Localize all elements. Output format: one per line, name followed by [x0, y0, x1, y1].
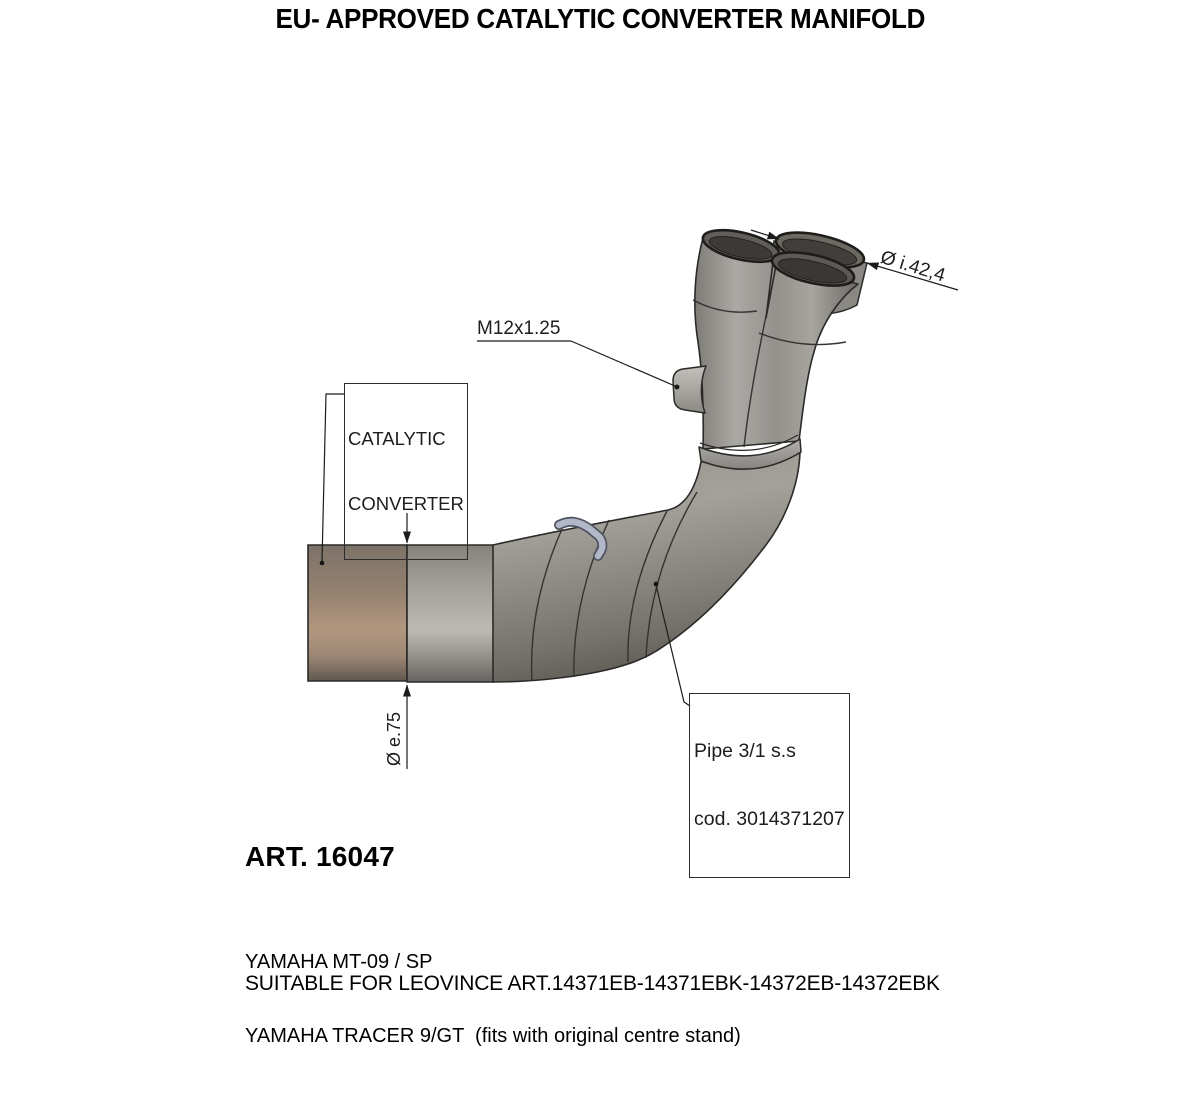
model-line-2: YAMAHA TRACER 9/GT (fits with original centre stand): [245, 1024, 741, 1047]
pipe-code-box: [689, 693, 850, 878]
model-line-1: YAMAHA MT-09 / SP: [245, 951, 433, 973]
pipe-box-line1: Pipe 3/1 s.s: [694, 740, 796, 762]
leader-dot-thread: [675, 385, 680, 390]
page-title-text: EU- APPROVED CATALYTIC CONVERTER MANIFOLD: [275, 3, 925, 34]
article-number: ART. 16047: [245, 841, 395, 872]
sensor-bung: [673, 366, 706, 413]
catalytic-box-line1: CATALYTIC: [348, 428, 446, 449]
catalytic-converter-section: [308, 545, 407, 681]
leader-line-catalytic: [322, 394, 345, 561]
model-list: [245, 901, 741, 1097]
pipe-box-line2: cod. 3014371207: [694, 807, 845, 830]
leader-dot-pipe-code: [654, 582, 659, 587]
dim-inner-diameter-label: Ø i.42,4: [877, 247, 948, 287]
leader-dot-catalytic: [320, 561, 325, 566]
leader-line-thread: [571, 341, 675, 386]
catalytic-converter-box: [344, 383, 468, 560]
catalytic-box-line2: CONVERTER: [348, 492, 464, 514]
page-title: [0, 3, 1200, 35]
dim-outer-diameter-label: Ø e.75: [384, 711, 404, 767]
suitable-for-line: SUITABLE FOR LEOVINCE ART.14371EB-14371EBK-14372EB-14372EBK: [245, 972, 940, 995]
pipe-inlet-section: [407, 545, 494, 682]
thread-label: M12x1.25: [477, 318, 561, 339]
